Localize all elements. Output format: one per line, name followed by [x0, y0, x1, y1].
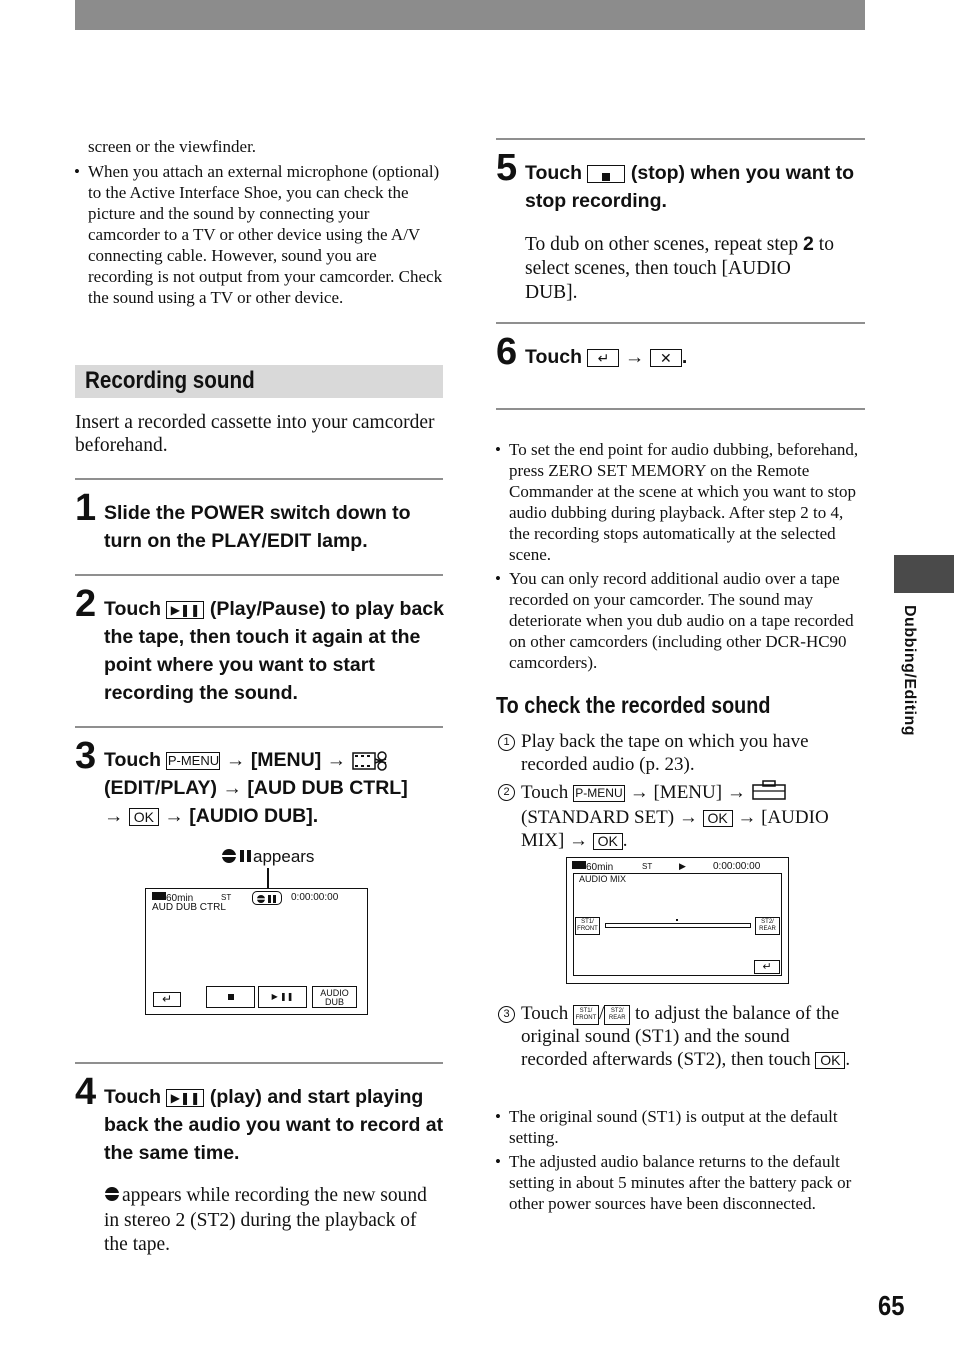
audio-dub-indicator-icon	[221, 848, 253, 869]
ok-icon[interactable]: OK	[815, 1052, 845, 1069]
step-number: 5	[496, 147, 518, 189]
ok-icon[interactable]: OK	[703, 810, 733, 827]
callout: appears	[221, 847, 314, 869]
check-heading: To check the recorded sound	[496, 692, 771, 718]
list-item: • The adjusted audio balance returns to the default setting in about 5 minutes after the battery pack or other power sources have been disconnected.	[495, 1151, 867, 1214]
return-icon[interactable]: ↵	[587, 349, 619, 367]
play-icon: ▶	[679, 861, 686, 871]
balance-slider[interactable]	[605, 923, 751, 928]
step-note: To dub on other scenes, repeat step 2 to select scenes, then touch [AUDIO DUB].	[525, 233, 834, 303]
step-text: Touch (stop) when you want to stop recording.	[525, 162, 855, 212]
intro-bullet-list	[74, 161, 444, 308]
return-button[interactable]	[754, 960, 780, 974]
timecode: 0:00:00:00	[713, 861, 761, 872]
panel-title: AUDIO MIX	[579, 874, 627, 884]
st2-rear-button[interactable]: ST2/ REAR	[755, 917, 780, 935]
list-item: • When you attach an external microphone (optional) to the Active Interface Shoe, you can check the picture and the sound by connecting your camcorder to a TV or other device using the A/V connecting cable. However, sound you are recording is not output from your camcorder. Check the sound using a TV or other device.	[74, 161, 444, 308]
toolbox-icon[interactable]	[751, 780, 787, 806]
st1-front-icon[interactable]: ST1/ FRONT	[573, 1005, 599, 1025]
final-notes-list	[495, 1106, 867, 1214]
step-text: Touch ▶❚❚ (play) and start playing back the audio you want to record at the same time.	[104, 1086, 444, 1164]
recording-indicator-icon	[104, 1185, 122, 1209]
lcd-screen-aud-dub	[145, 888, 368, 1015]
check-step-2: 2 Touch P-MENU → [MENU] → (STANDARD SET) → OK → [AUDIO MIX] → OK .	[496, 780, 856, 852]
p-menu-icon[interactable]: P-MENU	[167, 752, 220, 768]
stop-icon	[228, 994, 234, 1000]
mode-label: AUD DUB CTRL	[152, 902, 226, 913]
stop-button[interactable]	[206, 986, 255, 1008]
divider	[75, 1062, 443, 1064]
divider	[496, 322, 865, 324]
p-menu-icon[interactable]: P-MENU	[573, 785, 625, 802]
return-icon: ↵	[161, 992, 173, 1006]
stop-icon[interactable]	[587, 165, 625, 183]
lcd-screen-audio-mix	[566, 857, 789, 984]
header-bar	[75, 0, 865, 30]
notes-list	[495, 439, 860, 673]
step-text: Slide the POWER switch down to turn on the PLAY/EDIT lamp.	[104, 502, 411, 552]
list-item: • The original sound (ST1) is output at the default setting.	[495, 1106, 867, 1148]
tape-remaining: 60min	[152, 892, 193, 904]
divider	[75, 478, 443, 480]
stereo-icon: ST	[642, 862, 653, 871]
divider	[496, 408, 865, 410]
timecode: 0:00:00:00	[291, 892, 339, 903]
section-tab-marker	[894, 555, 954, 593]
side-tab-label: Dubbing/Editing	[901, 605, 918, 737]
step-number: 1	[75, 487, 97, 529]
tape-remaining: 60min	[572, 861, 613, 873]
divider	[496, 138, 865, 140]
step-number: 4	[75, 1071, 97, 1113]
step-text: Touch ↵ → ✕ .	[525, 346, 688, 368]
check-step-1: 1 Play back the tape on which you have recorded audio (p. 23).	[496, 730, 856, 776]
circled-number: 1	[498, 734, 515, 751]
st1-front-button[interactable]: ST1/ FRONT	[575, 917, 600, 935]
step-number: 6	[496, 331, 518, 373]
step-note: appears while recording the new sound in stereo 2 (ST2) during the playback of the tape.	[104, 1185, 427, 1255]
step-text: Touch ▶❚❚ (Play/Pause) to play back the tape, then touch it again at the point where you want to start recording the sound.	[104, 598, 444, 704]
return-icon: ↵	[762, 961, 772, 973]
circled-number: 3	[498, 1006, 515, 1023]
section-intro: Insert a recorded cassette into your camcorder beforehand.	[75, 412, 435, 456]
list-item: • To set the end point for audio dubbing, beforehand, press ZERO SET MEMORY on the Remote Commander at the scene at which you want to stop audio dubbing during playback. After step 2 to 4, the recording stops automatically at the selected scene.	[495, 439, 860, 565]
divider	[75, 574, 443, 576]
play-icon[interactable]: ▶❚❚	[166, 1089, 204, 1107]
play-pause-icon: ▶ ❚❚	[271, 992, 294, 1001]
film-scissors-icon	[352, 750, 390, 772]
ok-icon[interactable]: OK	[129, 808, 159, 826]
return-button[interactable]	[153, 992, 181, 1007]
battery-icon	[152, 892, 166, 900]
audio-mix-panel	[573, 873, 782, 976]
audio-dub-button[interactable]: AUDIO DUB	[312, 986, 357, 1008]
continued-text: screen or the viewfinder.	[88, 137, 257, 156]
section-heading: Recording sound	[75, 365, 443, 398]
step-number: 3	[75, 735, 97, 777]
play-pause-icon[interactable]: ▶❚❚	[166, 601, 204, 619]
check-step-3: 3 Touch ST1/ FRONT / ST2/ REAR to adjust the balance of the original sound (ST1) and the sound recorded afterwards (ST2), then touch OK .	[496, 1002, 856, 1071]
list-item: • You can only record additional audio over a tape recorded on your camcorder. The sound may deteriorate when you dub audio on a tape recorded on other camcorders (including other DCR-HC90 camcorders).	[495, 568, 860, 673]
step-text: Touch P-MENU → [MENU] → (EDIT/PLAY) → [AUD DUB CTRL] → OK → [AUDIO DUB].	[104, 749, 408, 827]
battery-icon	[572, 861, 586, 869]
ok-icon[interactable]: OK	[593, 833, 623, 850]
stereo-icon: ST	[221, 893, 232, 902]
close-icon[interactable]: ✕	[650, 349, 682, 367]
step-number: 2	[75, 583, 97, 625]
audio-dub-indicator-icon	[252, 891, 282, 905]
circled-number: 2	[498, 784, 515, 801]
divider	[75, 726, 443, 728]
balance-marker	[676, 919, 678, 921]
page-number: 65	[878, 1290, 905, 1321]
edit-play-icon[interactable]	[352, 750, 390, 772]
st2-rear-icon[interactable]: ST2/ REAR	[604, 1005, 630, 1025]
play-pause-button[interactable]	[258, 986, 307, 1008]
